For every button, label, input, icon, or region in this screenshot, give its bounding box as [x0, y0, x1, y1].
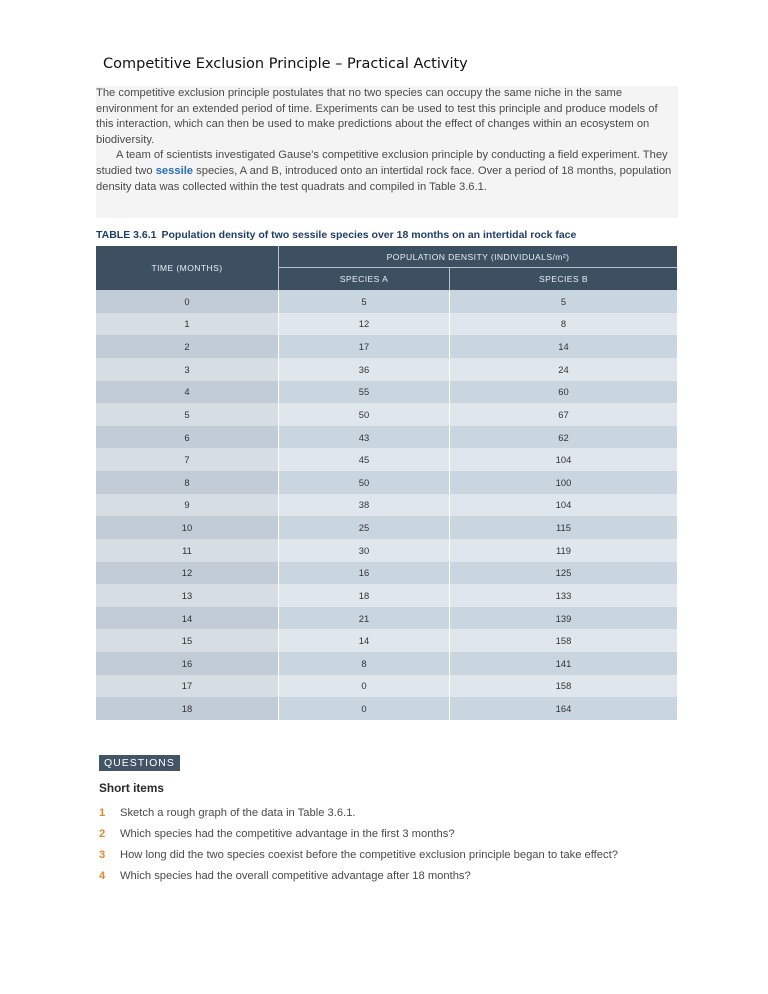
intro-paragraph-2-start: A team of scientists investigated Gause's competitive exclusion principle by conducting a field experiment. They studied two	[96, 149, 668, 177]
species-b-cell: 104	[449, 448, 677, 471]
table-row	[96, 358, 677, 381]
species-b-cell: 133	[449, 584, 677, 607]
species-b-cell: 5	[449, 290, 677, 313]
time-cell: 14	[96, 607, 278, 630]
species-a-cell: 8	[278, 652, 449, 675]
table-row	[96, 426, 677, 449]
page-title: Competitive Exclusion Principle – Practical Activity	[103, 56, 468, 72]
question-number: 4	[99, 869, 106, 882]
time-cell: 10	[96, 516, 278, 539]
time-cell: 13	[96, 584, 278, 607]
header-time: TIME (MONTHS)	[96, 246, 278, 290]
question-text: Sketch a rough graph of the data in Table 3.6.1.	[120, 806, 356, 819]
species-b-cell: 100	[449, 471, 677, 494]
species-a-cell: 16	[278, 562, 449, 585]
population-density-table	[96, 246, 677, 720]
species-b-cell: 8	[449, 313, 677, 336]
time-cell: 15	[96, 629, 278, 652]
table-caption-text: Population density of two sessile species over 18 months on an intertidal rock face	[161, 229, 577, 241]
species-b-cell: 139	[449, 607, 677, 630]
species-b-cell: 104	[449, 494, 677, 517]
intro-paragraph-2-end: species, A and B, introduced onto an intertidal rock face. Over a period of 18 months, population density data was collected within the test quadrats and compiled in Table 3.6.1.	[96, 164, 672, 193]
table-row	[96, 290, 677, 313]
table-row	[96, 629, 677, 652]
time-cell: 16	[96, 652, 278, 675]
species-b-cell: 62	[449, 426, 677, 449]
species-a-cell: 45	[278, 448, 449, 471]
species-b-cell: 119	[449, 539, 677, 562]
time-cell: 17	[96, 675, 278, 698]
table-row	[96, 471, 677, 494]
species-b-cell: 24	[449, 358, 677, 381]
table-row	[96, 539, 677, 562]
question-text: How long did the two species coexist before the competitive exclusion principle began to take effect?	[120, 848, 618, 861]
species-a-cell: 25	[278, 516, 449, 539]
time-cell: 11	[96, 539, 278, 562]
species-a-cell: 5	[278, 290, 449, 313]
time-cell: 9	[96, 494, 278, 517]
table-caption	[96, 229, 576, 241]
question-item	[99, 865, 699, 886]
table-row	[96, 448, 677, 471]
table-header-row	[96, 263, 677, 290]
table-row	[96, 607, 677, 630]
header-species-a: SPECIES A	[278, 268, 449, 290]
table-row	[96, 562, 677, 585]
table-body	[96, 290, 677, 720]
species-b-cell: 67	[449, 403, 677, 426]
species-a-cell: 43	[278, 426, 449, 449]
glossary-term-sessile: sessile	[155, 164, 194, 177]
time-cell: 4	[96, 381, 278, 404]
species-a-cell: 14	[278, 629, 449, 652]
questions-badge: QUESTIONS	[99, 755, 180, 771]
table-row	[96, 381, 677, 404]
question-text: Which species had the competitive advantage in the first 3 months?	[120, 827, 455, 840]
intro-text-block	[96, 86, 678, 218]
table-row	[96, 516, 677, 539]
species-b-cell: 60	[449, 381, 677, 404]
time-cell: 5	[96, 403, 278, 426]
species-a-cell: 50	[278, 471, 449, 494]
question-number: 1	[99, 806, 106, 819]
species-a-cell: 0	[278, 697, 449, 720]
species-a-cell: 18	[278, 584, 449, 607]
table-number: TABLE 3.6.1	[96, 229, 157, 241]
species-b-cell: 125	[449, 562, 677, 585]
table-row	[96, 313, 677, 336]
species-b-cell: 158	[449, 675, 677, 698]
species-a-cell: 38	[278, 494, 449, 517]
time-cell: 1	[96, 313, 278, 336]
species-a-cell: 30	[278, 539, 449, 562]
question-item	[99, 802, 699, 823]
time-cell: 2	[96, 335, 278, 358]
header-species-b: SPECIES B	[449, 268, 677, 290]
time-cell: 18	[96, 697, 278, 720]
question-number: 3	[99, 848, 106, 861]
question-text: Which species had the overall competitive advantage after 18 months?	[120, 869, 471, 882]
species-b-cell: 115	[449, 516, 677, 539]
table-row	[96, 675, 677, 698]
species-a-cell: 36	[278, 358, 449, 381]
species-b-cell: 158	[449, 629, 677, 652]
time-cell: 0	[96, 290, 278, 313]
intro-paragraph-1: The competitive exclusion principle postulates that no two species can occupy the same niche in the same environment for an extended period of time. Experiments can be used to test this principle and produce models of this interaction, which can then be used to make predictions about the effect of changes within an ecosystem on biodiversity.	[96, 87, 658, 146]
table-row	[96, 403, 677, 426]
question-item	[99, 844, 699, 865]
species-a-cell: 0	[278, 675, 449, 698]
table-row	[96, 494, 677, 517]
time-cell: 8	[96, 471, 278, 494]
table-row	[96, 652, 677, 675]
species-b-cell: 164	[449, 697, 677, 720]
species-b-cell: 14	[449, 335, 677, 358]
table-row	[96, 697, 677, 720]
time-cell: 6	[96, 426, 278, 449]
time-cell: 12	[96, 562, 278, 585]
species-a-cell: 17	[278, 335, 449, 358]
species-b-cell: 141	[449, 652, 677, 675]
short-items-heading: Short items	[99, 781, 164, 795]
table-row	[96, 335, 677, 358]
species-a-cell: 12	[278, 313, 449, 336]
species-a-cell: 21	[278, 607, 449, 630]
question-item	[99, 823, 699, 844]
question-number: 2	[99, 827, 106, 840]
time-cell: 3	[96, 358, 278, 381]
question-list	[99, 802, 699, 886]
intro-paragraph-2	[96, 148, 678, 195]
header-population-density: POPULATION DENSITY (INDIVIDUALS/m²)	[278, 246, 677, 268]
time-cell: 7	[96, 448, 278, 471]
table-row	[96, 584, 677, 607]
species-a-cell: 55	[278, 381, 449, 404]
species-a-cell: 50	[278, 403, 449, 426]
